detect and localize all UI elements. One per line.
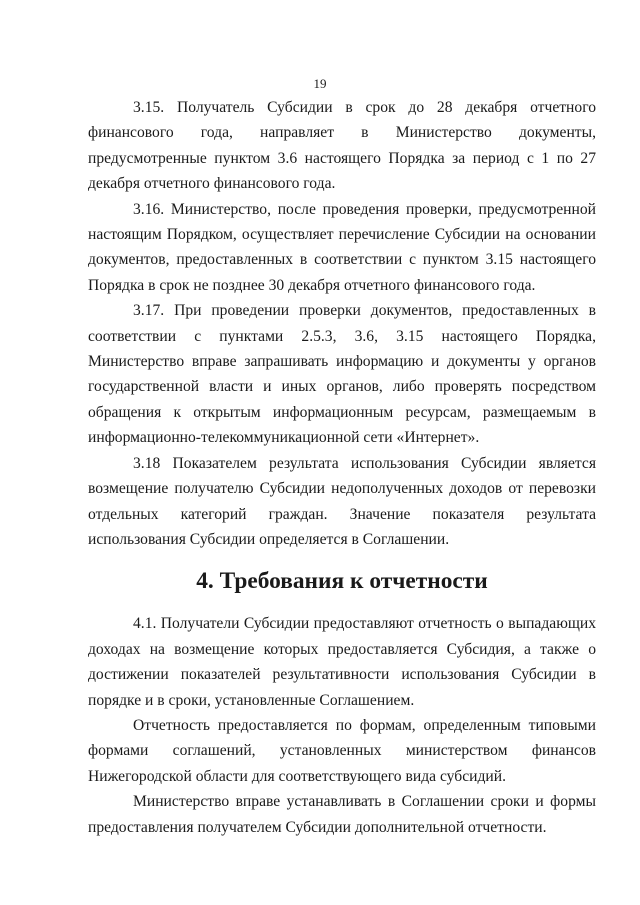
paragraph-4-1: 4.1. Получатели Субсидии предоставляют отчетность о выпадающих доходах на возмещение которых предоставляется Субсидия, а также о достижении показателей результативности использования Субсидии в порядке и в сроки, установленные Соглашением. (88, 615, 596, 709)
page-number: 19 (313, 76, 327, 91)
document-body (88, 95, 596, 840)
paragraph-3-17: 3.17. При проведении проверки документов, предоставленных в соответствии с пунктами 2.5.3, 3.6, 3.15 настоящего Порядка, Министерство вправе запрашивать информацию и документы у органов государственной власти и иных органов, либо проверять посредством обращения к открытым информационным ресурсам, размещаемым в информационно-телекоммуникационной сети «Интернет». (88, 302, 596, 447)
section-heading: 4. Требования к отчетности (196, 568, 488, 595)
paragraph-additional-reporting: Министерство вправе устанавливать в Соглашении сроки и формы предоставления получателем Субсидии дополнительной отчетности. (88, 793, 596, 836)
paragraph-3-16: 3.16. Министерство, после проведения проверки, предусмотренной настоящим Порядком, осуществляет перечисление Субсидии на основании документов, предоставленных в соответствии с пунктом 3.15 настоящего Порядка в срок не позднее 30 декабря отчетного финансового года. (88, 200, 596, 294)
paragraph-3-15: 3.15. Получатель Субсидии в срок до 28 декабря отчетного финансового года, направляет в Министерство документы, предусмотренные пунктом 3.6 настоящего Порядка за период с 1 по 27 декабря отчетного финансового года. (88, 99, 596, 193)
paragraph-reporting-forms: Отчетность предоставляется по формам, определенным типовыми формами соглашений, установленных министерством финансов Нижегородской области для соответствующего вида субсидий. (88, 716, 596, 785)
paragraph-3-18: 3.18 Показателем результата использования Субсидии является возмещение получателю Субсидии недополученных доходов от перевозки отдельных категорий граждан. Значение показателя результата использования Субсидии определяется в Соглашении. (88, 454, 596, 548)
